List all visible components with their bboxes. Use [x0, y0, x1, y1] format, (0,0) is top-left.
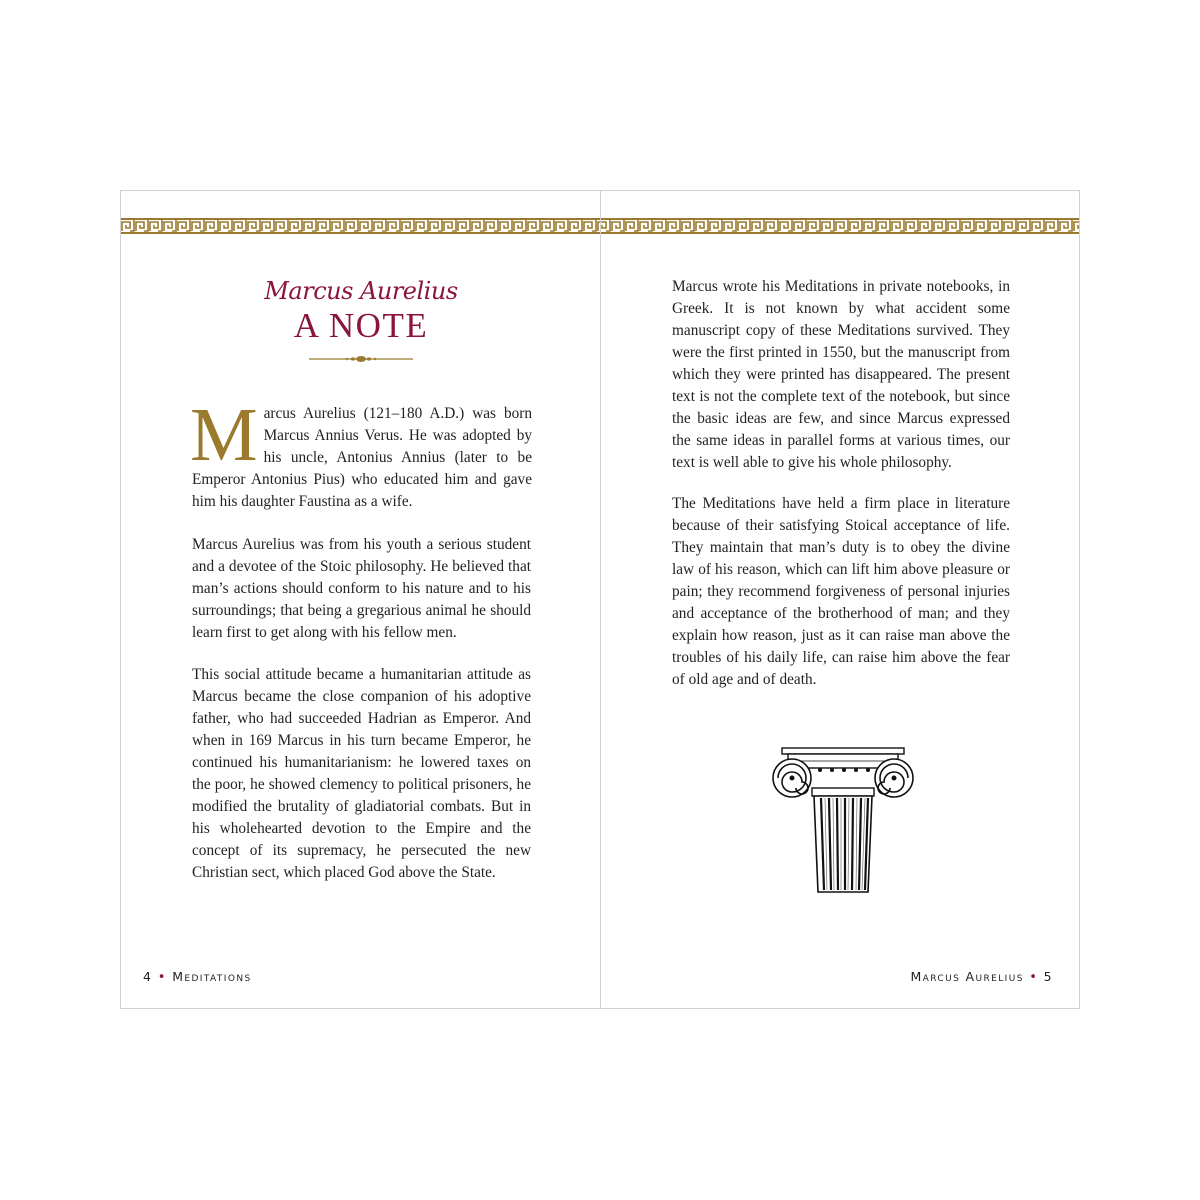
right-page	[601, 191, 1079, 1008]
running-head: Meditations	[172, 969, 252, 984]
folio-separator: •	[1029, 970, 1039, 985]
book-spread	[120, 190, 1080, 1009]
paragraph-2: Marcus Aurelius was from his youth a serious student and a devotee of the Stoic philosophy. He believed that man’s actions should conform to his nature and to his surroundings; that being a gregarious animal he should learn first to get along with his fellow men.	[192, 536, 531, 641]
paragraph-text: arcus Aurelius (121–180 A.D.) was born Marcus Annius Verus. He was adopted by his uncle, Antonius Annius (later to be Emperor Antonius Pius) who educated him and gave him his daughter Faustina as a wife.	[192, 405, 532, 510]
drop-cap: M	[190, 393, 258, 477]
left-page	[121, 191, 600, 1008]
paragraph-2: The Meditations have held a firm place in literature because of their satisfying Stoical acceptance of life. They maintain that man’s duty is to obey the divine law of his reason, which can lift him above pleasure or pain; they recommend forgiveness of personal injuries and acceptance of the brotherhood of man; and they explain how reason, just as it can raise man above the troubles of his daily life, can raise him above the fear of old age and of death.	[672, 495, 1010, 688]
paragraph-1: Marcus wrote his Meditations in private notebooks, in Greek. It is not known by what accident some manuscript copy of these Meditations survived. They were the first printed in 1550, but the manuscript from which they were printed has disappeared. The present text is not the complete text of the notebook, but since the basic ideas are few, and since Marcus expressed the same ideas in parallel forms at various times, our text is well able to give his whole philosophy.	[672, 278, 1010, 471]
intro-paragraph	[190, 393, 532, 513]
folio-left	[143, 969, 252, 985]
title-heading: A NOTE	[293, 306, 429, 345]
gold-rule-ornament	[309, 354, 413, 364]
ionic-column-illustration	[768, 746, 918, 896]
title-author: Marcus Aurelius	[264, 277, 458, 305]
paragraph-3: This social attitude became a humanitarian attitude as Marcus became the close companion of his adoptive father, who had succeeded Hadrian as Emperor. And when in 169 Marcus in his turn became Emperor, he continued his humanitarianism: he lowered taxes on the poor, he showed clemency to political prisoners, he modified the brutality of gladiatorial combats. But in his wholehearted devotion to the Empire and the concept of its supremacy, he persecuted the new Christian sect, which placed God above the State.	[192, 666, 531, 881]
running-head: Marcus Aurelius	[910, 969, 1024, 984]
page-number: 5	[1043, 969, 1053, 984]
folio-right	[910, 969, 1053, 985]
page-number: 4	[143, 969, 153, 984]
folio-separator: •	[157, 970, 167, 985]
chapter-title	[191, 276, 531, 364]
